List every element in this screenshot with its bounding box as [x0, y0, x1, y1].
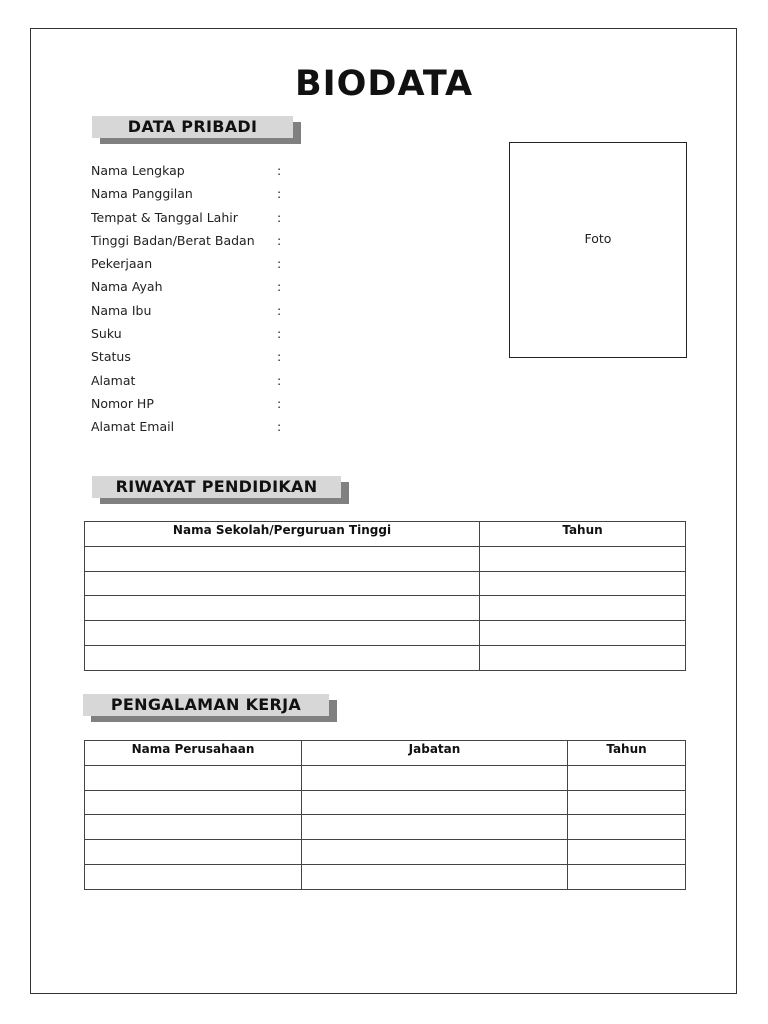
page-title: BIODATA: [294, 64, 474, 104]
table-cell[interactable]: [85, 621, 480, 646]
table-cell[interactable]: [85, 596, 480, 621]
table-cell[interactable]: [85, 815, 302, 840]
section-header-education: [92, 476, 341, 498]
table-row: [85, 596, 686, 621]
field-row: [91, 369, 331, 392]
table-row: [85, 790, 686, 815]
field-label: Alamat Email: [91, 419, 175, 435]
field-colon: :: [277, 209, 282, 225]
section-header-work: [83, 694, 329, 716]
field-colon: :: [277, 372, 282, 388]
table-row: [85, 645, 686, 670]
table-cell[interactable]: [85, 571, 480, 596]
photo-box: [509, 142, 687, 358]
field-row: [91, 345, 331, 368]
field-colon: :: [277, 186, 282, 202]
column-header: Jabatan: [302, 741, 568, 766]
table-header-row: [85, 522, 686, 547]
field-row: [91, 159, 331, 182]
field-row: [91, 322, 331, 345]
field-row: [91, 392, 331, 415]
table-cell[interactable]: [568, 864, 686, 889]
field-row: [91, 182, 331, 205]
field-label: Nama Lengkap: [91, 163, 185, 178]
table-cell[interactable]: [480, 571, 686, 596]
field-colon: :: [277, 326, 282, 342]
work-table: [84, 740, 686, 890]
personal-fields: [91, 159, 331, 439]
field-colon: :: [277, 395, 282, 411]
table-cell[interactable]: [85, 790, 302, 815]
table-row: [85, 571, 686, 596]
table-cell[interactable]: [480, 645, 686, 670]
field-label: Tempat & Tanggal Lahir: [91, 209, 238, 225]
table-row: [85, 864, 686, 889]
table-cell[interactable]: [302, 840, 568, 865]
table-cell[interactable]: [85, 546, 480, 571]
table-cell[interactable]: [302, 815, 568, 840]
column-header: Tahun: [568, 741, 686, 766]
field-label: Nama Ayah: [91, 279, 163, 295]
section-header-label: PENGALAMAN KERJA: [83, 694, 329, 716]
field-colon: :: [277, 279, 282, 295]
field-colon: :: [277, 163, 282, 178]
field-label: Nama Ibu: [91, 302, 152, 318]
table-row: [85, 815, 686, 840]
table-cell[interactable]: [85, 765, 302, 790]
table-header-row: [85, 741, 686, 766]
column-header: Tahun: [480, 522, 686, 547]
table-row: [85, 840, 686, 865]
field-label: Alamat: [91, 372, 136, 388]
table-cell[interactable]: [85, 645, 480, 670]
field-row: [91, 415, 331, 438]
field-row: [91, 252, 331, 275]
photo-label: Foto: [584, 231, 612, 246]
field-label: Nomor HP: [91, 395, 154, 411]
table-cell[interactable]: [302, 864, 568, 889]
table-cell[interactable]: [568, 815, 686, 840]
table-cell[interactable]: [302, 790, 568, 815]
field-colon: :: [277, 232, 282, 248]
field-row: [91, 229, 331, 252]
table-cell[interactable]: [85, 840, 302, 865]
section-header-personal: [92, 116, 293, 138]
field-label: Pekerjaan: [91, 256, 153, 272]
field-colon: :: [277, 349, 282, 365]
section-header-label: RIWAYAT PENDIDIKAN: [92, 476, 341, 498]
section-header-label: DATA PRIBADI: [92, 116, 293, 138]
field-label: Nama Panggilan: [91, 186, 193, 202]
field-row: [91, 275, 331, 298]
field-label: Status: [91, 349, 131, 365]
field-label: Tinggi Badan/Berat Badan: [91, 232, 255, 248]
table-cell[interactable]: [302, 765, 568, 790]
table-cell[interactable]: [568, 765, 686, 790]
table-row: [85, 765, 686, 790]
table-cell[interactable]: [480, 596, 686, 621]
field-row: [91, 206, 331, 229]
table-cell[interactable]: [480, 546, 686, 571]
education-table: [84, 521, 686, 671]
table-row: [85, 546, 686, 571]
table-cell[interactable]: [480, 621, 686, 646]
field-row: [91, 299, 331, 322]
field-colon: :: [277, 256, 282, 272]
table-row: [85, 621, 686, 646]
field-label: Suku: [91, 326, 122, 342]
field-colon: :: [277, 302, 282, 318]
table-cell[interactable]: [85, 864, 302, 889]
field-colon: :: [277, 419, 282, 435]
column-header: Nama Sekolah/Perguruan Tinggi: [85, 522, 480, 547]
column-header: Nama Perusahaan: [85, 741, 302, 766]
table-cell[interactable]: [568, 840, 686, 865]
table-cell[interactable]: [568, 790, 686, 815]
